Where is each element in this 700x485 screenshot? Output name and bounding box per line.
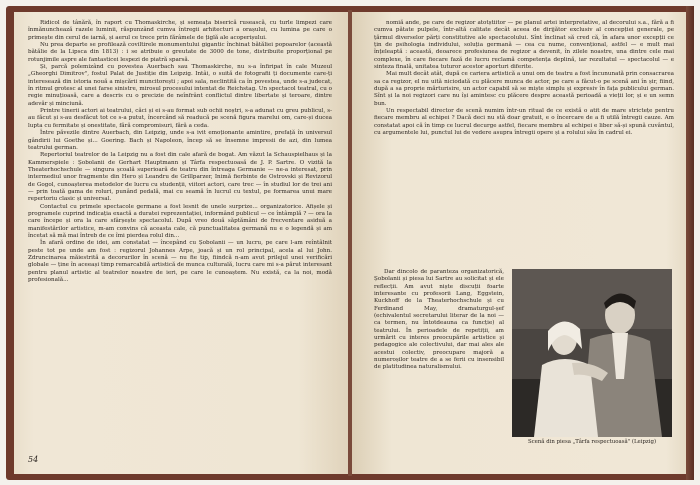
right-page [352,12,686,474]
paragraph: Printre tinerii actori ai teatrului, căci și ei s-au format sub ochii noștri, s-a adunat cu greu publicul, s-au făcut și s-au desfăcut tot ce s-a putut, încercând să readucă pe scenă figura marelui om, care-și ducea lupta cu fermitate și onestitate, fără compromisuri, fără a ceda. [28,108,332,129]
book-spread [6,6,694,480]
page-number: 54 [28,455,39,464]
left-page-text [28,20,332,284]
paragraph: Dar dincolo de paranteza organizatorică, Șobolanii și piesa lui Sartre au solicitat și ele reflecții. Am avut niște discuții foarte interesante cu profesorii Lang, Eggstein, Kuckhoff de la Theaterhochschule și cu Ferdinand May, dramaturgul-șef (echivalentul secretarului literar de la noi — ca termen, nu întotdeauna ca funcție) al teatrului. În perioadele de repetiții, am urmărit cu interes preocupările artistice și pedagogice ale colectivului, dar mai ales ale acestui colectiv, preocupare majoră a numeroșilor teatre de a se ferii cu insensibil de platitudinea naturalismului. [374,269,504,371]
paragraph: Mai mult decât atât, după ce cariera artistică a unui om de teatru a fost încununată prin consacrarea sa ca regizor, el nu uită niciodată cu plăcere munca de actor, pe care a făcut-o pe scenă ani în șir, fiind, după a sa proprie mărturisire, un actor capabil să se miște simplu și expresiv în fața publicului german. Sînt și la noi regizori care nu își amintesc cu plăcere despre această perioadă a vieții lor, și e un semn bun. [374,71,674,107]
right-page-wrap-text [374,269,504,372]
paragraph: Ridicol de tânără, în raport cu Thomaskirche, și semeața biserică rusească, cu turle limpezi care înmănunchează razele luminii, răspunzând cumva întregii arhitecturi a orașului, cu lumina pe care o primește din cerul de iarnă, și aerul ce trece prin fărâmele de țiglă ale acoperișului. [28,20,332,41]
paragraph: Și, parcă polemizând cu povestea Auerbach sau Thomaskirche, nu s-a înfiripat în cale Muzeul „Gheorghi Dimitrov", fostul Palat de Justiție din Leipzig. Intâi, o suită de fotografii ți documente care-ți interesează din istoria nouă a mișcării muncitorești ; apoi sala, neclintită ca în povestea, unde s-a judecat, în ritmul grotesc al unei farse sinistre, mirosul procesului intentat de Reichstag. Un spectacol teatral, cu o regie minuțioasă, care a descris cu o precizie de neînfrânt conflictul dintre libertate și teroare, dintre adevăr și minciună. [28,64,332,107]
paragraph: Nu prea departe se profilează coviltirele monumentului gigantic închinat bătăliei popoarelor (această bătălie de la Lipsca din 1813) : i se atribuie o greutate de 3000 de tone, distribuite proporțional pe rotunjimile aspre ale fantasticei lespezi de piatră sparsă. [28,42,332,63]
paragraph: Între păvezile dintre Auerbach, din Leipzig, unde s-a ivit emoționante amintire, prefață în universul gândirii lui Goethe și... Goering. Bach și Napoleon, încep să se însemne impresii de azi, din lumea teatrului german. [28,130,332,151]
paragraph: nomiă ande, pe care de regizor atotștiitor — pe planul artei interpretative, al decorului s.a., fără a fi cumva pătate pulpele, într-altă calitate decât aceea de dirijător exclusiv al concepției generale, pe țărmul diverselor părți constitutive ale spectacolului. Sînt înclinat să cred că, în afara unor excepții ce țin de psihologia individului, soluția germană — cea cu nume, convențional, astfel — e mult mai înțeleaptă : această, deoarece profesiunea de regizor a devenit, în zilele noastre, una dintre cele mai complexe, în care fiecare fază de lucru reclamă competența deplină, iar rezultatul — spectacolul — e sinteza finală, unitatea tuturor acestor aporturi diferite. [374,20,674,71]
book-cover-edge [686,6,694,480]
paragraph: Un respectabil director de scenă numim într-un ritual de ce există o atit de mare strictețe pentru fiecare membru al echipei ? Dacă deci nu stă doar gratuit, e o încercare de a fi utilă întregii cauze. Am constatat apoi că în timp ce lucrul decurge astfel, fiecare membru al echipei e liber să-și spună cuvântul, cu argumentele lui, punctul lui de vedere asupra întregii opere și a rolului său în cadrul ei. [374,108,674,137]
paragraph: Repertoriul teatrelor de la Leipzig nu a fost din cale afară de bogat. Am văzut la Schauspielhaus și la Kammerspiele : Șobolanii de Gerhart Hauptmann și Târfa respectuoasă de J. P. Sartre. O vizită la Theaterhochschule — singura școală superioară de teatru din întreaga Germanie — ne-a interesat, prin intermediul unor fragmente din Hero și Leandru de Grillparzer, Inimă fierbinte de Ostrovski și Revizorul de Gogol, cunoașterea metodelor de lucru cu studenții, viitori actori, care trec — în studiul lor de trei ani — prin toată gama de roluri, punând pedală, mai cu seamă în lucrul cu textul, pe formarea unui mare repertoriu clasic și universal. [28,152,332,203]
left-page [14,12,348,474]
paragraph: Contactul cu primele spectacole germane a fost lesnit de unele surprize... organizatorice. Afișele și programele cuprind indicația exactă a duratei reprezentației, informând publicul — ce întâmplă ? — ora la care începe și ora la care sfârșește spectacolul. După vreo două săptămâni de frecventare asiduă a manifestărilor artistice, m-am convins că aceasta cale, că punctualitatea germană nu e o legendă și am încetat să mă mai întreb de ce îmi pierdea rolul din... [28,203,332,239]
paragraph: În afară ordine de idei, am constatat — începând cu Șobolanii — un lucru, pe care l-am reîntâlnit peste tot pe unde am fost : regizorul Johannes Arpe, joacă și un rol principal, acela al lui John. Zdruncinarea măiestrită a decorurilor în scenă — nu fie tip, fiindcă n-am avut prilejul unei verificări globale — ține în aceeași timp remarcabilă artistică de munca culturală, lucru care mi s-a părut interesant pentru planul artistic al teatrelor noastre de ieri, pe care le cunoaștem. Nu există, ca la noi, modă profesională... [28,240,332,284]
photo-caption: Scenă din piesa „Târfa respectuoasă" (Leipzig) [527,439,657,445]
scene-photo [512,269,672,437]
right-page-top-text [374,20,674,138]
